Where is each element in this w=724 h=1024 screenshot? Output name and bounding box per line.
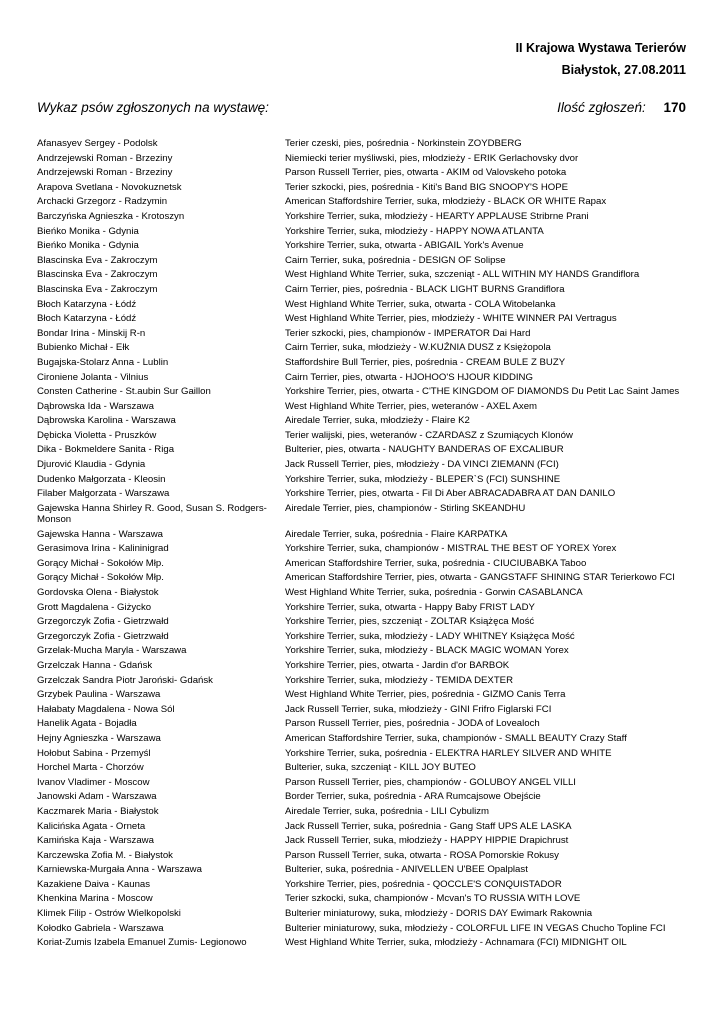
list-item bbox=[37, 558, 697, 569]
owner-name: Błoch Katarzyna - Łódź bbox=[37, 313, 137, 325]
dog-entry: Parson Russell Terrier, pies, championów - GOLUBOY ANGEL VILLI bbox=[285, 776, 576, 788]
dog-entry: West Highland White Terrier, pies, młodzieży - WHITE WINNER PAI Vertragus bbox=[285, 313, 617, 325]
owner-name: Consten Catherine - St.aubin Sur Gaillon bbox=[37, 386, 211, 398]
owner-name: Khenkina Marina - Moscow bbox=[37, 893, 153, 905]
list-item bbox=[37, 503, 697, 525]
entry-count-value: 170 bbox=[663, 100, 686, 115]
owner-name: Dębicka Violetta - Pruszków bbox=[37, 429, 157, 441]
entry-count bbox=[557, 100, 686, 115]
owner-name: Kaczmarek Maria - Białystok bbox=[37, 805, 159, 817]
list-heading: Wykaz psów zgłoszonych na wystawę: bbox=[37, 100, 269, 115]
owner-name: Hołobut Sabina - Przemyśl bbox=[37, 747, 151, 759]
dog-entry: Yorkshire Terrier, pies, otwarta - C'THE KINGDOM OF DIAMONDS Du Petit Lac Saint James bbox=[285, 386, 680, 398]
list-item bbox=[37, 543, 697, 554]
owner-name: Dika - Bokmeldere Sanita - Riga bbox=[37, 444, 175, 456]
list-item bbox=[37, 284, 697, 295]
dog-entry: West Highland White Terrier, suka, młodzieży - Achnamara (FCI) MIDNIGHT OIL bbox=[285, 937, 627, 949]
list-item bbox=[37, 660, 697, 671]
dog-entry: Yorkshire Terrier, suka, otwarta - ABIGAIL York's Avenue bbox=[285, 240, 524, 252]
list-item bbox=[37, 835, 697, 846]
dog-entry: Parson Russell Terrier, pies, otwarta - AKIM od Valovskeho potoka bbox=[285, 167, 567, 179]
dog-entry: American Staffordshire Terrier, suka, pośrednia - CIUCIUBABKA Taboo bbox=[285, 557, 587, 569]
dog-entry: Yorkshire Terrier, pies, szczeniąt - ZOLTAR Książęca Mość bbox=[285, 616, 535, 628]
list-item bbox=[37, 153, 697, 164]
dog-entry: Jack Russell Terrier, pies, młodzieży - DA VINCI ZIEMANN (FCI) bbox=[285, 459, 559, 471]
owner-name: Arapova Svetlana - Novokuznetsk bbox=[37, 181, 182, 193]
owner-name: Grzelczak Hanna - Gdańsk bbox=[37, 659, 153, 671]
owner-name: Ivanov Vladimer - Moscow bbox=[37, 776, 150, 788]
owner-name: Gerasimova Irina - Kalininigrad bbox=[37, 543, 169, 555]
owner-name: Andrzejewski Roman - Brzeziny bbox=[37, 152, 173, 164]
owner-name: Blascinska Eva - Zakroczym bbox=[37, 269, 158, 281]
owner-name: Barczyńska Agnieszka - Krotoszyn bbox=[37, 210, 185, 222]
dog-entry: Yorkshire Terrier, suka, młodzieży - LADY WHITNEY Książęca Mość bbox=[285, 630, 575, 642]
list-item bbox=[37, 357, 697, 368]
list-item bbox=[37, 879, 697, 890]
dog-entry: Jack Russell Terrier, suka, pośrednia - Gang Staff UPS ALE LASKA bbox=[285, 820, 572, 832]
list-item bbox=[37, 675, 697, 686]
list-item bbox=[37, 211, 697, 222]
owner-name: Kołodko Gabriela - Warszawa bbox=[37, 922, 164, 934]
list-item bbox=[37, 777, 697, 788]
owner-name: Grzegorczyk Zofia - Gietrzwałd bbox=[37, 630, 169, 642]
dog-entry: Airedale Terrier, suka, pośrednia - Flaire KARPATKA bbox=[285, 528, 508, 540]
owner-name: Błoch Katarzyna - Łódź bbox=[37, 298, 137, 310]
dog-entry: Jack Russell Terrier, suka, młodzieży - GINI Frifro Figlarski FCI bbox=[285, 703, 552, 715]
owner-name: Grzybek Paulina - Warszawa bbox=[37, 689, 161, 701]
dog-entry: West Highland White Terrier, suka, szczeniąt - ALL WITHIN MY HANDS Grandiflora bbox=[285, 269, 640, 281]
owner-name: Bubienko Michał - Ełk bbox=[37, 342, 130, 354]
list-item bbox=[37, 313, 697, 324]
list-item bbox=[37, 791, 697, 802]
list-item bbox=[37, 138, 697, 149]
dog-entry: Yorkshire Terrier, suka, pośrednia - ELEKTRA HARLEY SILVER AND WHITE bbox=[285, 747, 612, 759]
list-item bbox=[37, 704, 697, 715]
list-item bbox=[37, 821, 697, 832]
show-title: II Krajowa Wystawa Terierów bbox=[515, 41, 686, 55]
dog-entry: Cairn Terrier, suka, pośrednia - DESIGN OF Solipse bbox=[285, 254, 506, 266]
dog-entry: American Staffordshire Terrier, suka, championów - SMALL BEAUTY Crazy Staff bbox=[285, 732, 627, 744]
dog-entry: Parson Russell Terrier, pies, pośrednia - JODA of Lovealoch bbox=[285, 718, 540, 730]
owner-name: Gajewska Hanna Shirley R. Good, Susan S. Rodgers-Monson bbox=[37, 502, 267, 526]
dog-entry: Yorkshire Terrier, pies, otwarta - Jardin d'or BARBOK bbox=[285, 659, 510, 671]
entry-list bbox=[37, 138, 697, 952]
owner-name: Bieńko Monika - Gdynia bbox=[37, 225, 139, 237]
dog-entry: American Staffordshire Terrier, suka, młodzieży - BLACK OR WHITE Rapax bbox=[285, 196, 607, 208]
dog-entry: Staffordshire Bull Terrier, pies, pośrednia - CREAM BULE Z BUZY bbox=[285, 356, 566, 368]
owner-name: Djurović Klaudia - Gdynia bbox=[37, 459, 146, 471]
list-item bbox=[37, 226, 697, 237]
dog-entry: Niemiecki terier myśliwski, pies, młodzieży - ERIK Gerlachovsky dvor bbox=[285, 152, 579, 164]
owner-name: Grott Magdalena - Giżycko bbox=[37, 601, 152, 613]
show-place-date: Białystok, 27.08.2011 bbox=[561, 63, 686, 77]
owner-name: Karczewska Zofia M. - Białystok bbox=[37, 849, 173, 861]
dog-entry: Terier szkocki, pies, championów - IMPERATOR Dai Hard bbox=[285, 327, 531, 339]
dog-entry: Yorkshire Terrier, suka, młodzieży - HEARTY APPLAUSE Stribrne Prani bbox=[285, 210, 589, 222]
list-item bbox=[37, 602, 697, 613]
owner-name: Archacki Grzegorz - Radzymin bbox=[37, 196, 168, 208]
dog-entry: Cairn Terrier, pies, pośrednia - BLACK LIGHT BURNS Grandiflora bbox=[285, 283, 565, 295]
dog-entry: Jack Russell Terrier, suka, młodzieży - HAPPY HIPPIE Drapichrust bbox=[285, 835, 569, 847]
owner-name: Horchel Marta - Chorzów bbox=[37, 762, 144, 774]
dog-entry: Border Terrier, suka, pośrednia - ARA Rumcajsowe Obejście bbox=[285, 791, 541, 803]
dog-entry: Yorkshire Terrier, pies, otwarta - Fil Di Aber ABRACADABRA AT DAN DANILO bbox=[285, 488, 616, 500]
list-item bbox=[37, 718, 697, 729]
list-item bbox=[37, 255, 697, 266]
list-item bbox=[37, 908, 697, 919]
list-item bbox=[37, 488, 697, 499]
owner-name: Dąbrowska Ida - Warszawa bbox=[37, 400, 154, 412]
list-item bbox=[37, 342, 697, 353]
list-item bbox=[37, 386, 697, 397]
owner-name: Andrzejewski Roman - Brzeziny bbox=[37, 167, 173, 179]
list-item bbox=[37, 748, 697, 759]
dog-entry: Yorkshire Terrier, pies, pośrednia - QOCCLE'S CONQUISTADOR bbox=[285, 878, 562, 890]
owner-name: Dudenko Małgorzata - Kleosin bbox=[37, 473, 166, 485]
owner-name: Blascinska Eva - Zakroczym bbox=[37, 254, 158, 266]
list-item bbox=[37, 444, 697, 455]
owner-name: Karniewska-Murgała Anna - Warszawa bbox=[37, 864, 202, 876]
dog-entry: Cairn Terrier, suka, młodzieży - W.KUŹNIA DUSZ z Księżopola bbox=[285, 342, 551, 354]
owner-name: Klimek Filip - Ostrów Wielkopolski bbox=[37, 908, 181, 920]
owner-name: Grzegorczyk Zofia - Gietrzwałd bbox=[37, 616, 169, 628]
owner-name: Janowski Adam - Warszawa bbox=[37, 791, 157, 803]
owner-name: Grzelak-Mucha Maryla - Warszawa bbox=[37, 645, 187, 657]
owner-name: Gajewska Hanna - Warszawa bbox=[37, 528, 164, 540]
list-item bbox=[37, 240, 697, 251]
owner-name: Bugajska-Stolarz Anna - Lublin bbox=[37, 356, 169, 368]
dog-entry: Yorkshire Terrier, suka, championów - MISTRAL THE BEST OF YOREX Yorex bbox=[285, 543, 617, 555]
dog-entry: Bulterier miniaturowy, suka, młodzieży - COLORFUL LIFE IN VEGAS Chucho Topline FCI bbox=[285, 922, 666, 934]
list-item bbox=[37, 762, 697, 773]
owner-name: Bondar Irina - Minskij R-n bbox=[37, 327, 146, 339]
dog-entry: Terier szkocki, pies, pośrednia - Kiti's Band BIG SNOOPY'S HOPE bbox=[285, 181, 569, 193]
dog-entry: American Staffordshire Terrier, pies, otwarta - GANGSTAFF SHINING STAR Terierkowo FCI bbox=[285, 572, 675, 584]
list-item bbox=[37, 474, 697, 485]
dog-entry: Terier czeski, pies, pośrednia - Norkinstein ZOYDBERG bbox=[285, 138, 522, 149]
owner-name: Gordovska Olena - Białystok bbox=[37, 587, 159, 599]
owner-name: Kazakiene Daiva - Kaunas bbox=[37, 878, 151, 890]
dog-entry: Yorkshire Terrier, suka, młodzieży - HAPPY NOWA ATLANTA bbox=[285, 225, 544, 237]
dog-entry: West Highland White Terrier, pies, weteranów - AXEL Axem bbox=[285, 400, 538, 412]
dog-entry: Yorkshire Terrier, suka, młodzieży - BLEPER`S (FCI) SUNSHINE bbox=[285, 473, 561, 485]
dog-entry: Bulterier, suka, szczeniąt - KILL JOY BUTEO bbox=[285, 762, 476, 774]
dog-entry: Bulterier, pies, otwarta - NAUGHTY BANDERAS OF EXCALIBUR bbox=[285, 444, 564, 456]
list-item bbox=[37, 645, 697, 656]
dog-entry: Bulterier miniaturowy, suka, młodzieży - DORIS DAY Ewimark Rakownia bbox=[285, 908, 593, 920]
list-item bbox=[37, 937, 697, 948]
list-item bbox=[37, 806, 697, 817]
entry-count-label: Ilość zgłoszeń: bbox=[557, 100, 646, 115]
dog-entry: Bulterier, suka, pośrednia - ANIVELLEN U'BEE Opalplast bbox=[285, 864, 528, 876]
list-item bbox=[37, 182, 697, 193]
list-item bbox=[37, 689, 697, 700]
list-item bbox=[37, 196, 697, 207]
owner-name: Hejny Agnieszka - Warszawa bbox=[37, 732, 161, 744]
owner-name: Bieńko Monika - Gdynia bbox=[37, 240, 139, 252]
list-item bbox=[37, 167, 697, 178]
owner-name: Kamińska Kaja - Warszawa bbox=[37, 835, 154, 847]
dog-entry: Airedale Terrier, pies, championów - Stirling SKEANDHU bbox=[285, 502, 526, 514]
dog-entry: Yorkshire Terrier, suka, młodzieży - BLACK MAGIC WOMAN Yorex bbox=[285, 645, 569, 657]
owner-name: Gorący Michał - Sokołów Młp. bbox=[37, 557, 164, 569]
list-item bbox=[37, 430, 697, 441]
dog-entry: Terier walijski, pies, weteranów - CZARDASZ z Szumiących Klonów bbox=[285, 429, 573, 441]
dog-entry: Terier szkocki, suka, championów - Mcvan's TO RUSSIA WITH LOVE bbox=[285, 893, 581, 905]
dog-entry: Cairn Terrier, pies, otwarta - HJOHOO'S HJOUR KIDDING bbox=[285, 371, 533, 383]
owner-name: Blascinska Eva - Zakroczym bbox=[37, 283, 158, 295]
owner-name: Hałabaty Magdalena - Nowa Sól bbox=[37, 703, 175, 715]
dog-entry: Parson Russell Terrier, suka, otwarta - ROSA Pomorskie Rokusy bbox=[285, 849, 559, 861]
list-item bbox=[37, 401, 697, 412]
owner-name: Hanelik Agata - Bojadła bbox=[37, 718, 137, 730]
owner-name: Grzelczak Sandra Piotr Jaroński- Gdańsk bbox=[37, 674, 213, 686]
list-item bbox=[37, 299, 697, 310]
dog-entry: West Highland White Terrier, pies, pośrednia - GIZMO Canis Terra bbox=[285, 689, 566, 701]
owner-name: Filaber Małgorzata - Warszawa bbox=[37, 488, 170, 500]
list-item bbox=[37, 572, 697, 583]
list-item bbox=[37, 850, 697, 861]
owner-name: Koriat-Zumis Izabela Emanuel Zumis- Legionowo bbox=[37, 937, 247, 949]
dog-entry: West Highland White Terrier, suka, pośrednia - Gorwin CASABLANCA bbox=[285, 587, 583, 599]
owner-name: Dąbrowska Karolina - Warszawa bbox=[37, 415, 176, 427]
list-item bbox=[37, 328, 697, 339]
list-item bbox=[37, 415, 697, 426]
list-item bbox=[37, 733, 697, 744]
dog-entry: Yorkshire Terrier, suka, otwarta - Happy Baby FRIST LADY bbox=[285, 601, 535, 613]
list-item bbox=[37, 529, 697, 540]
owner-name: Gorący Michał - Sokołów Młp. bbox=[37, 572, 164, 584]
list-item bbox=[37, 631, 697, 642]
list-item bbox=[37, 864, 697, 875]
owner-name: Afanasyev Sergey - Podolsk bbox=[37, 138, 158, 149]
list-item bbox=[37, 893, 697, 904]
owner-name: Cironiene Jolanta - Vilnius bbox=[37, 371, 149, 383]
list-item bbox=[37, 923, 697, 934]
list-item bbox=[37, 372, 697, 383]
dog-entry: Yorkshire Terrier, suka, młodzieży - TEMIDA DEXTER bbox=[285, 674, 514, 686]
dog-entry: Airedale Terrier, suka, pośrednia - LILI Cybulizm bbox=[285, 805, 490, 817]
dog-entry: Airedale Terrier, suka, młodzieży - Flaire K2 bbox=[285, 415, 470, 427]
list-item bbox=[37, 269, 697, 280]
list-item bbox=[37, 616, 697, 627]
list-item bbox=[37, 587, 697, 598]
owner-name: Kalicińska Agata - Orneta bbox=[37, 820, 146, 832]
list-item bbox=[37, 459, 697, 470]
dog-entry: West Highland White Terrier, suka, otwarta - COLA Witobelanka bbox=[285, 298, 556, 310]
